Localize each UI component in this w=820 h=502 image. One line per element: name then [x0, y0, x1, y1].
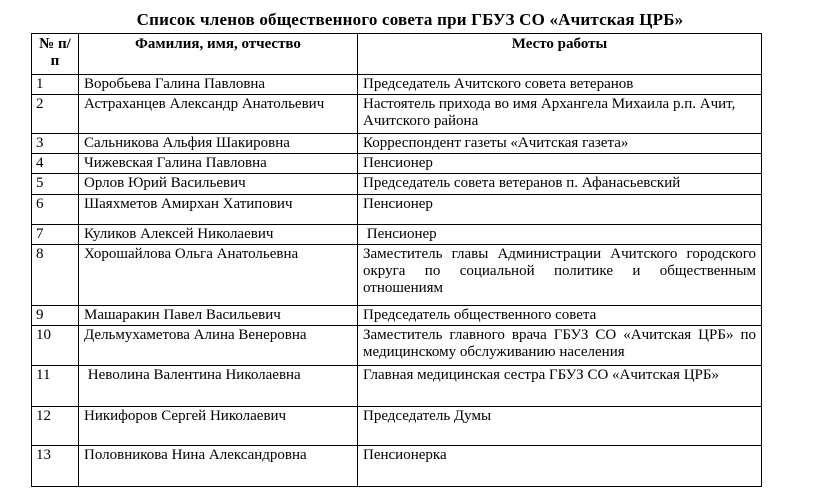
row-place: Настоятель прихода во имя Архангела Михаила р.п. Ачит, Ачитского района [358, 95, 762, 134]
row-num: 3 [32, 134, 79, 154]
row-num: 2 [32, 95, 79, 134]
row-name: Машаракин Павел Васильевич [79, 306, 358, 326]
row-place: Пенсионер [358, 195, 762, 225]
table-row [32, 306, 762, 326]
row-name: Дельмухаметова Алина Венеровна [79, 326, 358, 366]
row-place: Председатель совета ветеранов п. Афанасьевский [358, 174, 762, 195]
table-row [32, 407, 762, 446]
row-name: Астраханцев Александр Анатольевич [79, 95, 358, 134]
row-place: Председатель Ачитского совета ветеранов [358, 75, 762, 95]
row-num: 10 [32, 326, 79, 366]
row-name: Никифоров Сергей Николаевич [79, 407, 358, 446]
table-row [32, 326, 762, 366]
row-place: Корреспондент газеты «Ачитская газета» [358, 134, 762, 154]
table-header-row [32, 34, 762, 75]
row-num: 6 [32, 195, 79, 225]
table-row [32, 195, 762, 225]
table-row [32, 366, 762, 407]
row-num: 9 [32, 306, 79, 326]
row-num: 13 [32, 446, 79, 487]
row-num: 7 [32, 225, 79, 245]
row-name: Воробьева Галина Павловна [79, 75, 358, 95]
row-place: Председатель общественного совета [358, 306, 762, 326]
header-num: № п/п [32, 34, 79, 75]
table-row [32, 154, 762, 174]
row-name: Чижевская Галина Павловна [79, 154, 358, 174]
row-place: Пенсионер [358, 154, 762, 174]
table-row [32, 245, 762, 306]
table-row [32, 75, 762, 95]
row-place: Председатель Думы [358, 407, 762, 446]
table-row [32, 225, 762, 245]
row-place: Пенсионер [358, 225, 762, 245]
row-place: Главная медицинская сестра ГБУЗ СО «Ачитская ЦРБ» [358, 366, 762, 407]
row-name: Неволина Валентина Николаевна [79, 366, 358, 407]
row-num: 4 [32, 154, 79, 174]
row-place: Пенсионерка [358, 446, 762, 487]
row-num: 1 [32, 75, 79, 95]
row-name: Орлов Юрий Васильевич [79, 174, 358, 195]
row-place: Заместитель главного врача ГБУЗ СО «Ачитская ЦРБ» по медицинскому обслуживанию населения [358, 326, 762, 366]
row-name: Шаяхметов Амирхан Хатипович [79, 195, 358, 225]
page-title: Список членов общественного совета при ГБУЗ СО «Ачитская ЦРБ» [136, 10, 684, 29]
table-row [32, 174, 762, 195]
table-row [32, 134, 762, 154]
table-row [32, 446, 762, 487]
row-name: Половникова Нина Александровна [79, 446, 358, 487]
header-name: Фамилия, имя, отчество [79, 34, 358, 75]
members-table [31, 33, 762, 487]
row-num: 11 [32, 366, 79, 407]
row-num: 5 [32, 174, 79, 195]
row-name: Куликов Алексей Николаевич [79, 225, 358, 245]
row-name: Хорошайлова Ольга Анатольевна [79, 245, 358, 306]
header-place: Место работы [358, 34, 762, 75]
row-num: 12 [32, 407, 79, 446]
row-place: Заместитель главы Администрации Ачитского городского округа по социальной политике и общественным отношениям [358, 245, 762, 306]
row-num: 8 [32, 245, 79, 306]
table-row [32, 95, 762, 134]
row-name: Сальникова Альфия Шакировна [79, 134, 358, 154]
